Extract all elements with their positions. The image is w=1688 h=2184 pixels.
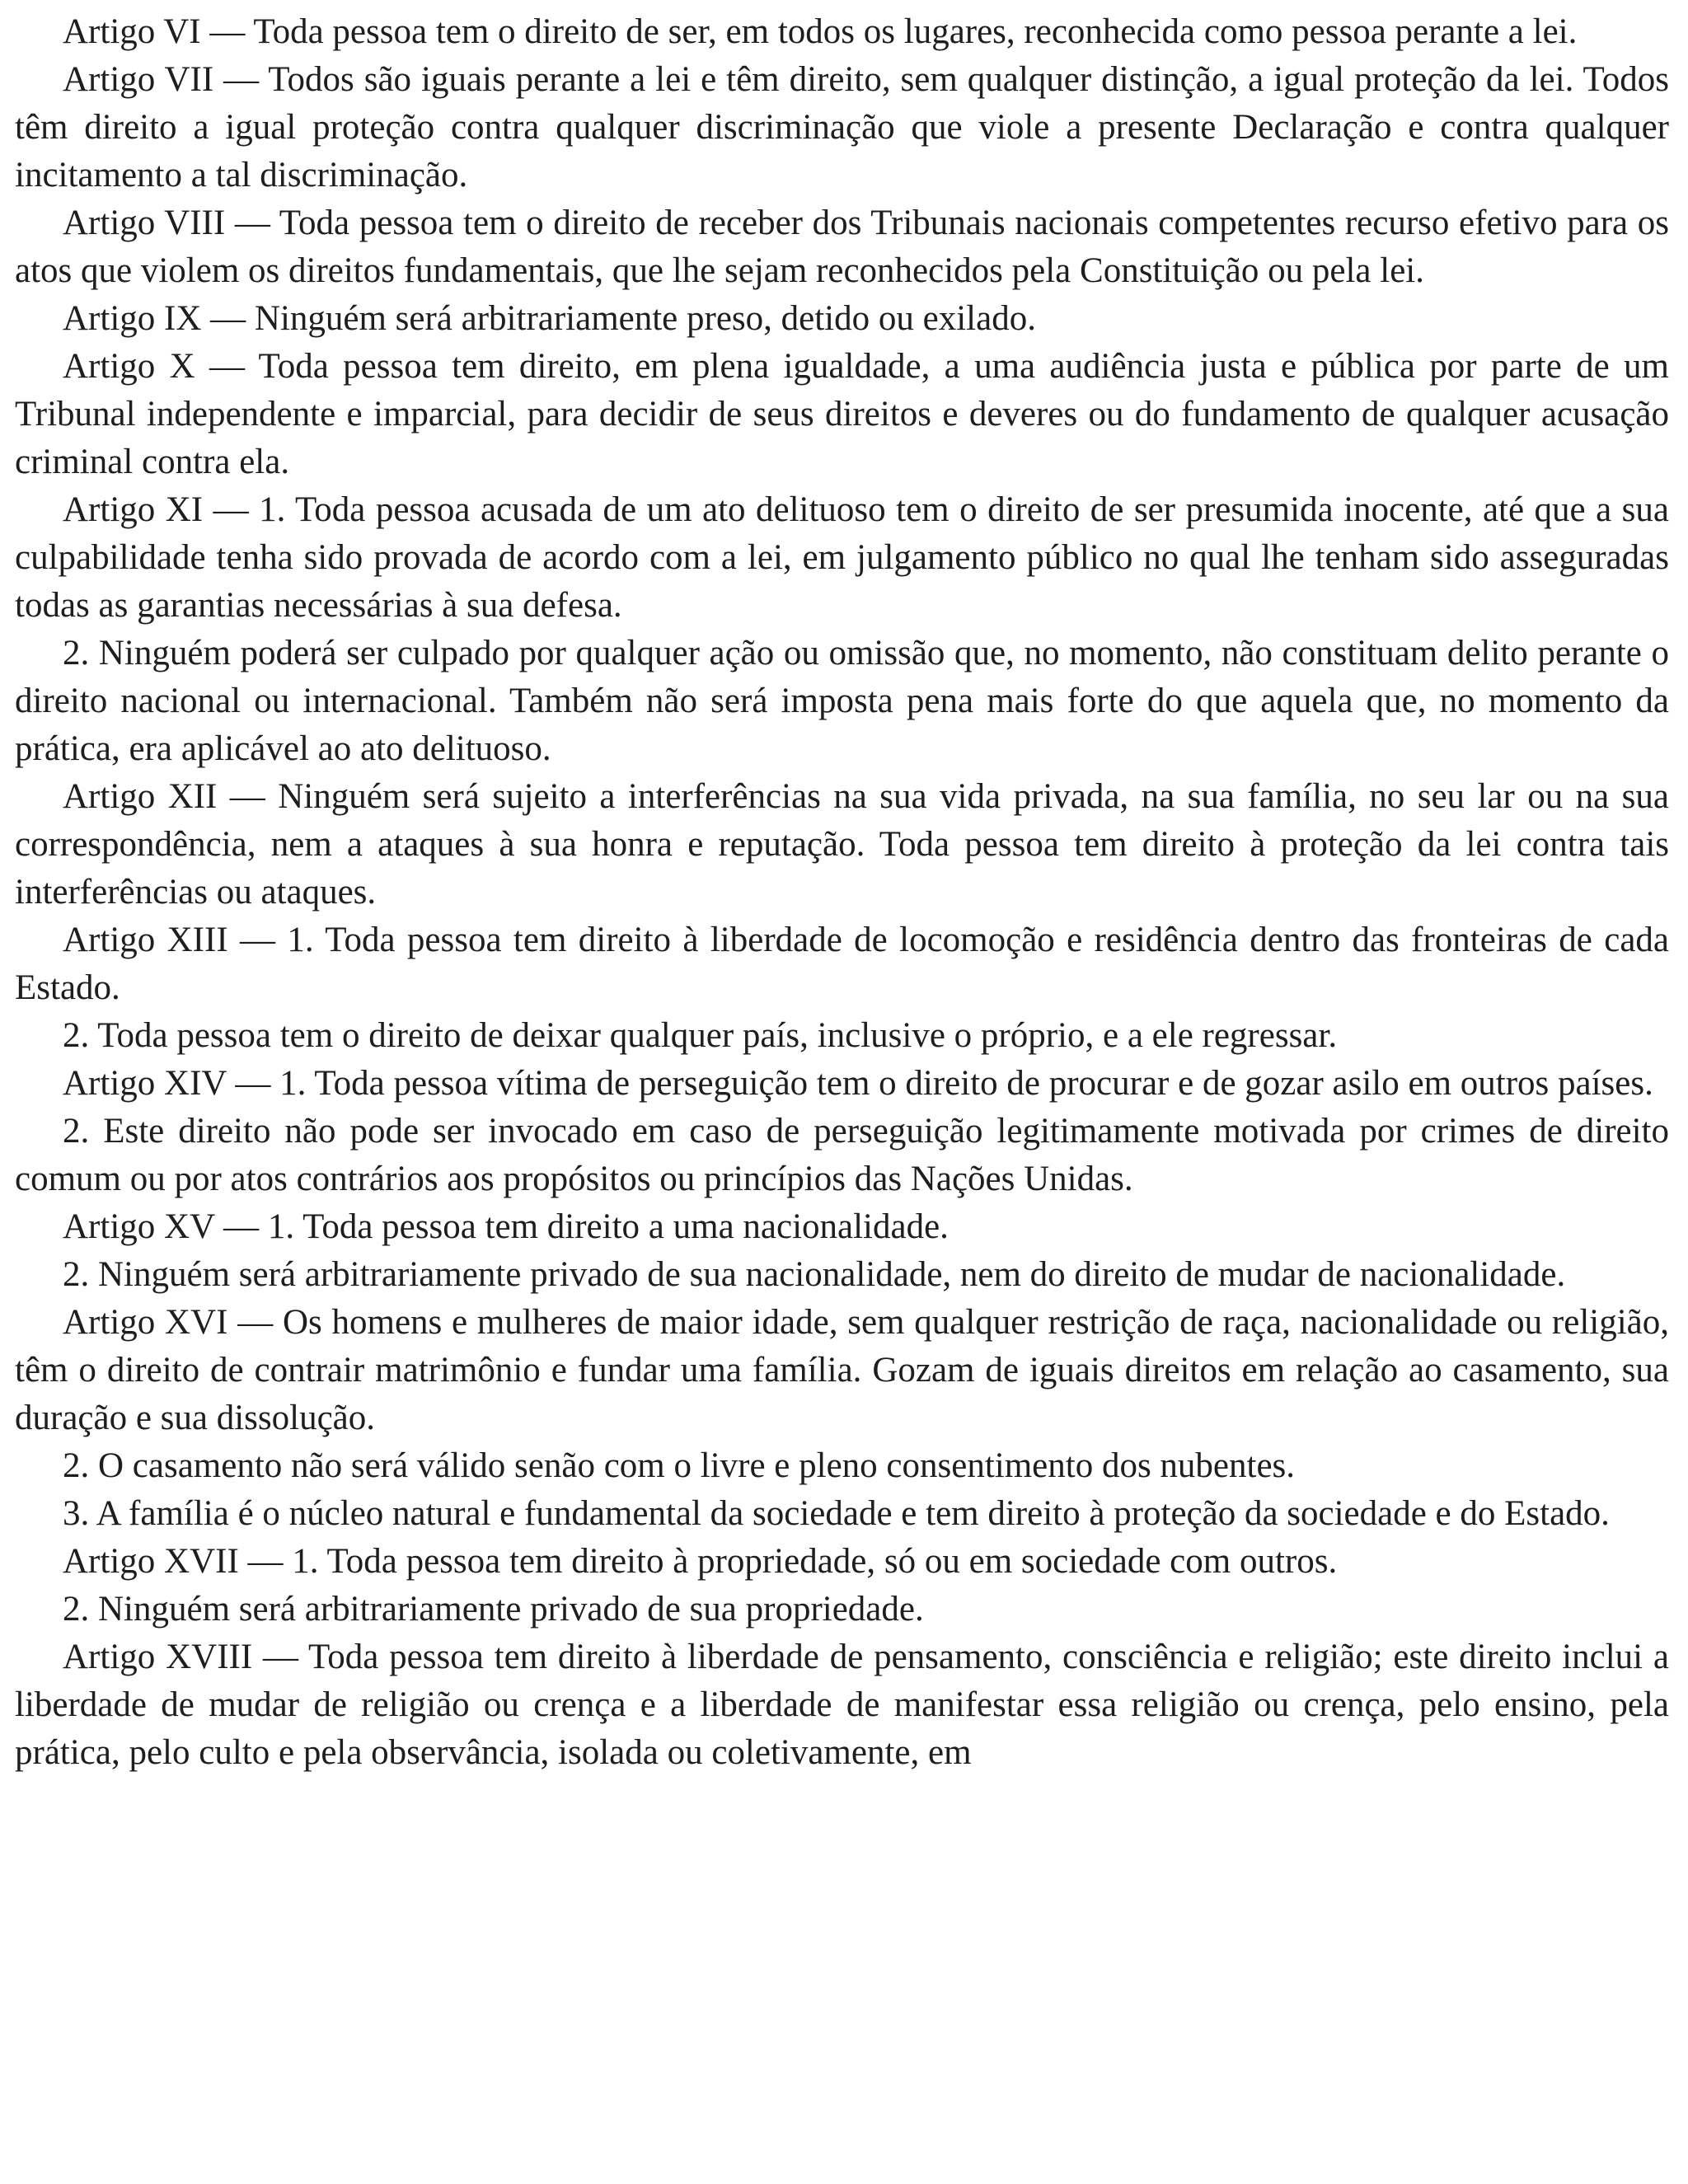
document-page [15, 8, 1669, 1777]
article-13-item-1: Artigo XIII — 1. Toda pessoa tem direito à liberdade de locomoção e residência dentro das fronteiras de cada Estado. [15, 921, 1669, 1007]
article-11-item-2: 2. Ninguém poderá ser culpado por qualquer ação ou omissão que, no momento, não constituam delito perante o direito nacional ou internacional. Também não será imposta pena mais forte do que aquela que, no momento da prática, era aplicável ao ato delituoso. [15, 634, 1669, 768]
article-16-item-2: 2. O casamento não será válido senão com o livre e pleno consentimento dos nubentes. [63, 1446, 1296, 1485]
article-18: Artigo XVIII — Toda pessoa tem direito à liberdade de pensamento, consciência e religião; este direito inclui a liberdade de mudar de religião ou crença e a liberdade de manifestar essa religião ou crença, pelo ensino, pela prática, pelo culto e pela observância, isolada ou coletivamente, em [15, 1638, 1669, 1772]
article-17-item-2: 2. Ninguém será arbitrariamente privado de sua propriedade. [63, 1590, 924, 1629]
article-15-item-2: 2. Ninguém será arbitrariamente privado de sua nacionalidade, nem do direito de mudar de nacionalidade. [63, 1255, 1566, 1294]
article-17-item-1: Artigo XVII — 1. Toda pessoa tem direito à propriedade, só ou em sociedade com outros. [63, 1542, 1338, 1581]
article-6: Artigo VI — Toda pessoa tem o direito de ser, em todos os lugares, reconhecida como pessoa perante a lei. [63, 12, 1578, 51]
article-11-item-1: Artigo XI — 1. Toda pessoa acusada de um ato delituoso tem o direito de ser presumida inocente, até que a sua culpabilidade tenha sido provada de acordo com a lei, em julgamento público no qual lhe tenham sido asseguradas todas as garantias necessárias à sua defesa. [15, 490, 1669, 625]
article-12: Artigo XII — Ninguém será sujeito a interferências na sua vida privada, na sua família, no seu lar ou na sua correspondência, nem a ataques à sua honra e reputação. Toda pessoa tem direito à proteção da lei contra tais interferências ou ataques. [15, 777, 1669, 912]
article-16-item-1: Artigo XVI — Os homens e mulheres de maior idade, sem qualquer restrição de raça, nacionalidade ou religião, têm o direito de contrair matrimônio e fundar uma família. Gozam de iguais direitos em relação ao casamento, sua duração e sua dissolução. [15, 1303, 1669, 1437]
article-16-item-3: 3. A família é o núcleo natural e fundamental da sociedade e tem direito à proteção da sociedade e do Estado. [63, 1494, 1610, 1533]
article-14-item-2: 2. Este direito não pode ser invocado em caso de perseguição legitimamente motivada por crimes de direito comum ou por atos contrários aos propósitos ou princípios das Nações Unidas. [15, 1112, 1669, 1198]
article-8: Artigo VIII — Toda pessoa tem o direito de receber dos Tribunais nacionais competentes recurso efetivo para os atos que violem os direitos fundamentais, que lhe sejam reconhecidos pela Constituição ou pela lei. [15, 204, 1669, 290]
article-7: Artigo VII — Todos são iguais perante a lei e têm direito, sem qualquer distinção, a igual proteção da lei. Todos têm direito a igual proteção contra qualquer discriminação que viole a presente Declaração e contra qualquer incitamento a tal discriminação. [15, 60, 1669, 194]
article-10: Artigo X — Toda pessoa tem direito, em plena igualdade, a uma audiência justa e pública por parte de um Tribunal independente e imparcial, para decidir de seus direitos e deveres ou do fundamento de qualquer acusação criminal contra ela. [15, 347, 1669, 481]
article-13-item-2: 2. Toda pessoa tem o direito de deixar qualquer país, inclusive o próprio, e a ele regressar. [63, 1016, 1338, 1055]
article-15-item-1: Artigo XV — 1. Toda pessoa tem direito a uma nacionalidade. [63, 1207, 949, 1246]
article-14-item-1: Artigo XIV — 1. Toda pessoa vítima de perseguição tem o direito de procurar e de gozar asilo em outros países. [63, 1064, 1653, 1103]
article-9: Artigo IX — Ninguém será arbitrariamente preso, detido ou exilado. [63, 299, 1036, 338]
